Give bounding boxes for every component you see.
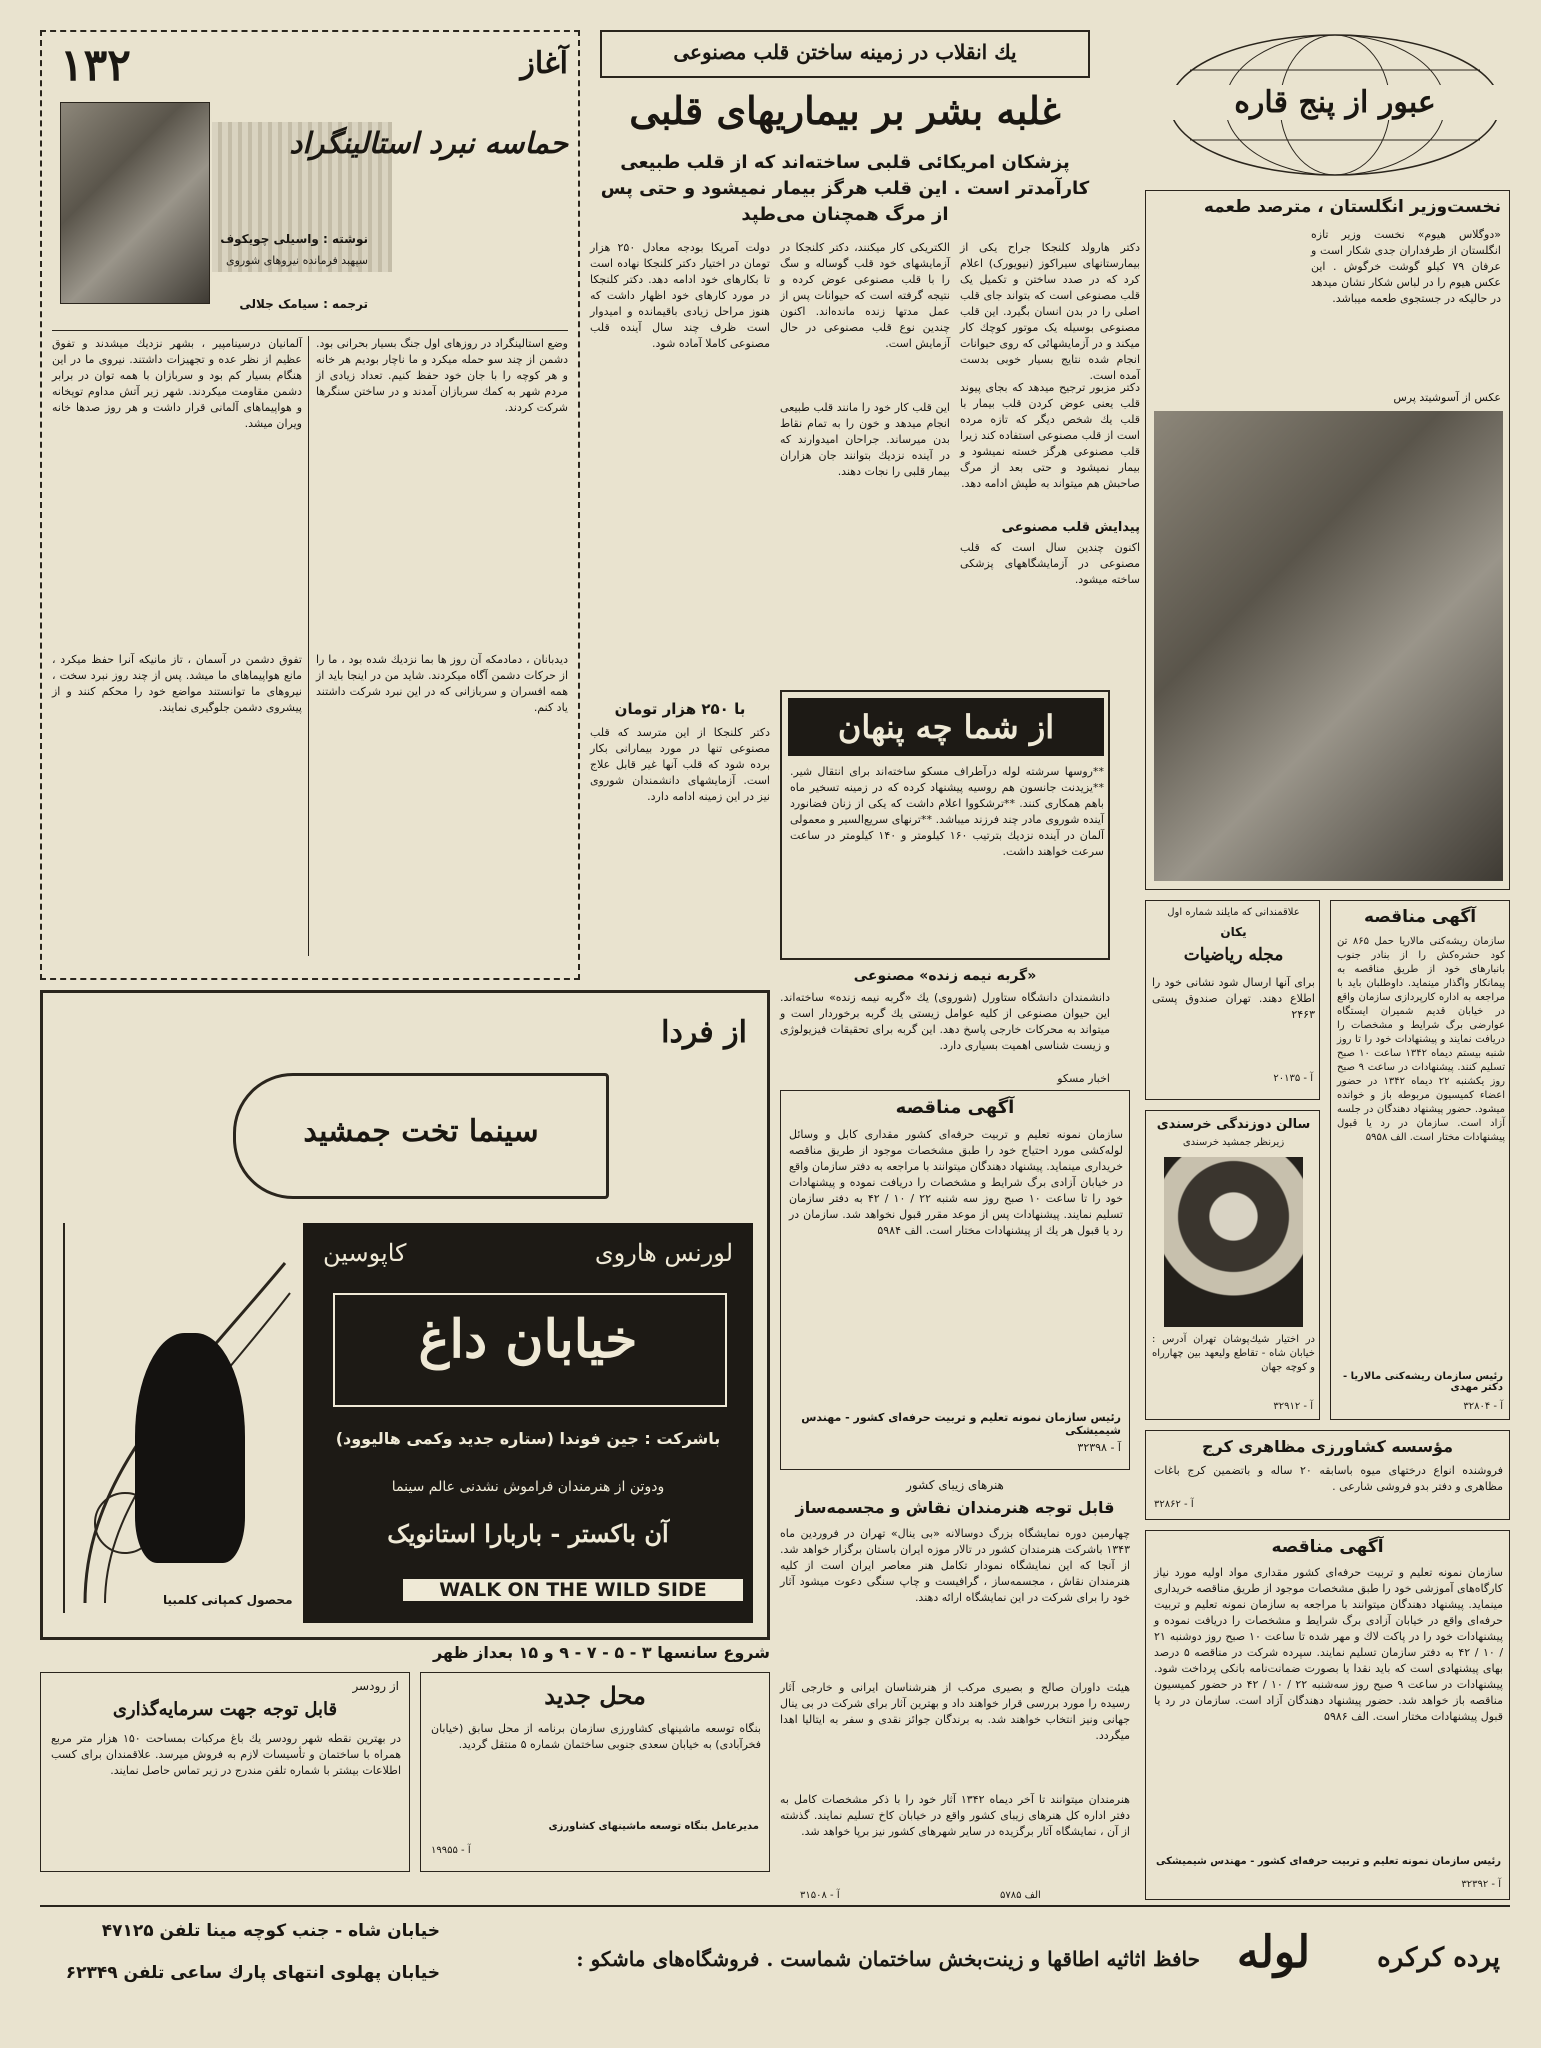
globe-logo [1160,30,1510,180]
art-ref-2: الف ۵۷۸۵ [1000,1890,1041,1901]
half-alive-body: دانشمندان دانشگاه ستاورل (شوروی) یك «گربه نیمه زنده» ساخته‌اند. این حیوان مصنوعی از کلیه عوامل زیستی یك گربه برخوردار است و میتواند به محرکات خارجی پاسخ دهد. این گربه برای تحقیقات فیزیولوژی و زیست شناسی اهمیت بسیاری دارد. [780,991,1110,1052]
actor-1: لورنس هاروی [594,1239,733,1267]
secret-body: **روسها سرشته لوله درآطراف مسکو ساخته‌اند برای انتقال شیر. **یزیدنت جانسون هم روسیه پیشنهاد کرده که در زمینه تسخیر ماه باهم همکاری کنند. **ترشکووا اعلام داشت که یکی از زنان فضانورد آینده شوروی مادر چند فرزند میباشد. **ترنهای سریع‌السیر و معمولی آلمان در آینده نزدیك بترتیب ۱۶۰ کیلومتر و ۱۴۰ کیلومتر در ساعت سرعت خواهند داشت. [790,765,1104,858]
tender-1 [780,1090,1130,1470]
salon-subtitle: زیرنظر جمشید خرسندی [1182,1137,1285,1148]
film-with: باشرکت : جین فوندا (ستاره جدید وکمی هالیوود) [335,1429,721,1448]
cinema-poster [303,1223,753,1623]
math-ad-line-1: علاقمندانی که مایلند شماره اول [1167,907,1300,918]
art-title: قابل توجه هنرمندان نقاش و مجسمه‌ساز [795,1498,1115,1517]
heart-subheading-2: با ۲۵۰ هزار تومان [614,700,746,718]
heart-body-2: دکتر مزبور ترجیح میدهد که بجای پیوند قلب یعنی عوض کردن قلب بیمار با قلب یك شخص دیگر که تازه مرده است از قلب مصنوعی استفاده کند زیرا قلب مصنوعی هرگز خسته نمیشود و بیمار نمیشود و حتی بعد از مرگ صاحبش هم میتواند به طپش ادامه دهد. [960,381,1140,490]
tender-right-ref: آ - ۳۲۸۰۴ [1463,1401,1503,1412]
stairs-illustration [63,1223,295,1613]
math-ad-line-2: یکان [1220,925,1247,939]
art-kicker: هنرهای زیبای کشور [906,1478,1004,1492]
hunter-photo [1154,411,1503,881]
stalingrad-col-2: وضع استالینگراد در روزهای اول جنگ بسیار بحرانی بود. دشمن از چند سو حمله میکرد و ما ناچار بودیم هر خانه و هر کوچه را با جان خود حفظ کنیم. تعداد زیادی از مردم شهر به کمك سربازان آمدند و در ساختن سنگرها شرکت کردند. [316,337,568,414]
tender-3-body: سازمان نمونه تعلیم و تربیت حرفه‌ای کشور مقداری مواد اولیه مورد نیاز کارگاه‌های آموزشی خود را طبق مشخصات موجود از طریق مناقصه خریداری مینماید. پیشنهاد دهندگان میتوانند با مراجعه به سازمان نمونه تعلیم و تربیت حرفه‌ای واقع در خیابان آزادی برگ شرایط و مشخصات را دریافت نموده و پیشنهادات خود را در پاکت لاك و مهر شده تا ساعت ۱۰ صبح روز دوشنبه ۲۱ / ۱۰ / ۴۲ به دفتر سازمان تسلیم نمایند. سپرده شرکت در مناقصه ۵ درصد بهای پیشنهادی است که باید نقدا یا بصورت ضمانت‌نامه بانکی پرداخت شود. پیشنهادات در ساعت ۹ صبح روز سه‌شنبه ۲۲ / ۱۰ / ۴۲ در حضور کمیسیون مناقصه باز خواهد شد. حضور پیشنهاد دهندگان آزاد است. سازمان در رد یا قبول پیشنهادات مختار است. الف ۵۹۸۶ [1154,1566,1504,1723]
heart-body-4: این قلب کار خود را مانند قلب طبیعی انجام میدهد و خون را به تمام نقاط بدن میرساند. جراحان امیدوارند که در آینده نزدیك بتوانند جان هزاران بیمار قلبی را نجات دهند. [780,401,950,478]
tender-right [1330,900,1510,1420]
producer: محصول کمپانی کلمبیا [163,1593,293,1607]
tender-right-body: سازمان ریشه‌کنی مالاریا حمل ۸۶۵ تن کود حشره‌کش را از بنادر جنوب بانبارهای خود از طریق مناقصه به پیمانکار واگذار مینماید. داوطلبان باید با مراجعه به اداره کارپردازی سازمان واقع در خیابان قدیم شمیران ایستگاه عوارضی برگ شرایط و مشخصات را دریافت نمایند و پیشنهادات خود را تا روز شنبه بیستم دیماه ۱۳۴۲ ساعت ۱۰ صبح تسلیم کنند. پیشنهادات در ساعت ۹ صبح روز یکشنبه ۲۲ دیماه ۱۳۴۲ در حضور اعضاء کمیسیون مربوطه باز و خوانده میشود. حضور پیشنهاد دهندگان در جلسه آزاد است. سازمان در رد یا قبول پیشنهادات مختار است. الف ۵۹۵۸ [1337,936,1505,1143]
uk-news-caption: عکس از آسوشیتد پرس [1393,391,1501,404]
salon-body: در اختیار شیك‌پوشان تهران آدرس : خیابان شاه - تقاطع ولیعهد بین چهارراه و کوچه جهان [1152,1334,1315,1373]
cinema-ad [40,990,770,1640]
film-actors-more: آن باکستر - باربارا استانویک [387,1519,669,1548]
uk-news-body: «دوگلاس هیوم» نخست وزیر تازه انگلستان از طرفداران جدی شکار است و عرفان ۷۹ کیلو گوشت خرگوش . این عکس هیوم را در لباس شکار نشان میدهد در حالیکه در جستجوی طعمه میباشد. [1311,228,1501,305]
footer-middle: حافظ اثاثیه اطاقها و زینت‌بخش ساختمان شماست . فروشگاه‌های ماشکو : [576,1947,1200,1971]
karaj-body: فروشنده انواع درختهای میوه باسابقه ۲۰ ساله و باتضمین کرج باغات مظاهری و دفتر بدو فروشی شارعی . [1154,1464,1503,1493]
film-english-title: WALK ON THE WILD SIDE [403,1579,743,1601]
tender-3-ref: آ - ۳۲۳۹۲ [1461,1879,1501,1890]
footer-banner [40,1905,1510,2017]
math-ad-body: برای آنها ارسال شود نشانی خود را اطلاع دهند. تهران صندوق پستی ۲۴۶۳ [1152,976,1315,1021]
math-ad-title: مجله ریاضیات [1183,945,1284,965]
heart-body-7: دکتر کلنجکا از این مترسد که قلب مصنوعی تنها در مورد بیمارانی بکار برده شود که قلب آنها غیر قابل علاج است. آزمایشهای دانشمندان شوروی نیز در این زمینه ادامه دارد. [590,726,770,803]
cinema-name: سینما تخت جمشید [303,1114,539,1149]
new-location-title: محل جدید [544,1681,646,1710]
footer-address-2: خیابان پهلوی انتهای پارك ساعی تلفن ۶۲۳۴۹ [65,1963,440,1983]
footer-address-1: خیابان شاه - جنب کوچه مینا تلفن ۴۷۱۲۵ [101,1921,440,1941]
article-title: حماسه نبرد استالینگراد [289,126,568,160]
new-location-ad [420,1672,770,1872]
secret-box [780,690,1110,960]
half-alive-title: «گربه نیمه زنده» مصنوعی [853,968,1037,984]
footer-brand: لوله [1236,1927,1310,1978]
byline-author: نوشته : واسیلی چویکوف [220,232,368,246]
heart-body-1: دکتر هارولد کلنجکا جراح یکی از بیمارستانهای سیراکوز (نیویورک) اعلام کرد که در صدد ساختن و تکمیل یک قلب مصنوعی است که بتواند جای قلب اصلی را در بدن انسان بگیرد. این قلب مصنوعی بوسیله یک موتور کوچك کار میکند و در آزمایشهائی که روی حیوانات انجام شده نتایج بسیار خوبی بدست آمده است. [960,241,1140,382]
math-ad [1145,900,1320,1100]
black-cat [135,1333,245,1563]
tender-1-signature: رئیس سازمان نمونه تعلیم و تربیت حرفه‌ای کشور - مهندس شیمیشکی [801,1411,1121,1437]
heart-kicker: یك انقلاب در زمینه ساختن قلب مصنوعی [673,40,1017,64]
heart-headline: غلبه بشر بر بیماریهای قلبی [629,88,1061,133]
tender-right-signature: رئیس سازمان ریشه‌کنی مالاریا - دکتر مهدی [1342,1371,1503,1393]
art-body-2: هیئت داوران صالح و بصیری مرکب از هنرشناسان ایرانی و خارجی آثار رسیده را مورد بررسی قرار خواهند داد و بهترین آثار برای شرکت در بی ینال جهانی ونیز انتخاب خواهند شد. به برندگان جوائز نقدی و سفر به ایتالیا اهدا میگردد. [780,1681,1130,1742]
translator: ترجمه : سیامک جلالی [239,297,368,311]
investment-ad [40,1672,410,1872]
salon-ref: آ - ۳۲۹۱۲ [1273,1401,1313,1412]
heart-body-6: دولت آمریکا بودجه معادل ۲۵۰ هزار تومان در اختیار دکتر کلنجکا نهاده است تا بکارهای خود ادامه دهد. دکتر کلنجکا در مورد کارهای خود اظهار داشت که هنوز مراحل زیادی باقیمانده و امیدوار است ظرف چند سال آینده قلب مصنوعی کاملا آماده شود. [590,241,770,350]
actor-2: کاپوسین [323,1239,407,1267]
author-portrait [60,102,210,304]
secret-banner: از شما چه پنهان [788,698,1104,756]
film-title: خیابان داغ [418,1309,638,1370]
new-location-ref: آ - ۱۹۹۵۵ [431,1845,471,1856]
tender-1-title: آگهی مناقصه [895,1097,1015,1118]
art-body-1: چهارمین دوره نمایشگاه بزرگ دوسالانه «بی ینال» تهران در فروردین ماه ۱۳۴۳ باشرکت هنرمندان کشور در تالار موزه ایران باستان برگزار خواهد شد. از آنجا که این نمایشگاه نمودار تکامل هنر معاصر ایران است از کلیه هنرمندان نقاش ، مجسمه‌ساز ، گرافیست و چاپ سنگی دعوت میشود آثار خود را برای شرکت در این نمایشگاه ارائه دهند. [780,1527,1130,1604]
karaj-title: مؤسسه کشاورزی مظاهری کرج [1202,1437,1453,1456]
masthead-logo: عبور از پنج قاره [1160,85,1510,120]
art-ref-1: آ - ۳۱۵۰۸ [800,1890,840,1901]
investment-body: در بهترین نقطه شهر رودسر یك باغ مرکبات بمساحت ۱۵۰ هزار متر مربع همراه با ساختمان و تأسیسات لازم به فروش میرسد. علاقمندان برای کسب اطلاعات بیشتر با شماره تلفن مندرج در زیر تماس حاصل نمایند. [51,1732,401,1777]
tender-3 [1145,1530,1510,1900]
investment-title: قابل توجه جهت سرمایه‌گذاری [112,1699,338,1720]
karaj-ad [1145,1430,1510,1520]
heart-body-3: الکتریکی کار میکنند، دکتر کلنجکا در آزمایشهای خود قلب گوساله و سگ را با قلب مصنوعی عوض کرده و نتیجه گرفته است که حیوانات پس از عمل مدتها زنده مانده‌اند. اکنون چندین نوع قلب مصنوعی در حال آزمایش است. [780,241,950,350]
film-unforgettable: ودوتن از هنرمندان فراموش نشدنی عالم سینما [391,1479,665,1495]
stalingrad-col-1: آلمانیان درسینامپیر ، بشهر نزدیك میشدند و تفوق عظیم از نظر عده و تجهیزات داشتند. نیروی ما در این هنگام بسیار کم بود و سربازان با همه توان در برابر دشمن مقاومت میکردند. شهر زیر آتش مداوم توپخانه و هواپیماهای آلمانی قرار داشت و هر روز صدها خانه ویران میشد. [52,337,302,430]
salon-title: سالن دوزندگی خرسندی [1156,1117,1311,1132]
investment-from: از رودسر [352,1679,399,1693]
showtimes: شروع سانسها ۳ - ۵ - ۷ - ۹ و ۱۵ بعداز ظهر [432,1643,770,1662]
heart-kicker-box [600,30,1090,78]
heart-subhead: پزشکان امریکائی قلبی ساخته‌اند که از قلب طبیعی کارآمدتر است . این قلب هرگز بیمار نمیشود و حتی پس از مرگ همچنان می‌طپد [600,152,1090,225]
heart-body-5: اکنون چندین سال است که قلب مصنوعی در آزمایشگاههای پزشکی ساخته میشود. [960,541,1140,586]
tender-3-signature: رئیس سازمان نمونه تعلیم و تربیت حرفه‌ای کشور - مهندس شیمیشکی [1156,1856,1501,1867]
byline-description: سپهبد فرمانده نیروهای شوروی [225,254,368,267]
footer-left-text: پرده کرکره [1377,1943,1500,1973]
new-location-body: بنگاه توسعه ماشینهای کشاورزی سازمان برنامه از محل سابق (خیابان فخرآبادی) به خیابان سعدی جنوبی ساختمان شماره ۵ منتقل گردید. [431,1722,761,1751]
salon-ad [1145,1110,1320,1420]
stalingrad-col-4: دیدبانان ، دمادمکه آن روز ها بما نزدیك شده بود ، ما را از حرکات دشمن آگاه میکردند. شاید من در اینجا باید از همه افسران و سربازانی که در این نبرد شرکت داشتند یاد کنم. [316,653,568,714]
page-number: ۱۳۲ [60,40,131,91]
heart-subheading-1: پیدایش قلب مصنوعی [1001,520,1140,535]
art-body-3: هنرمندان میتوانند تا آخر دیماه ۱۳۴۲ آثار خود را با ذکر مشخصات کامل به دفتر اداره کل هنرهای زیبای کشور واقع در خیابان کاخ تسلیم نمایند. گذشته از آن ، نمایشگاه آثار برگزیده در سایر شهرهای کشور نیز برپا خواهد شد. [780,1793,1130,1838]
math-ad-ref: آ - ۲۰۱۳۵ [1273,1073,1313,1084]
uk-news-title: نخست‌وزیر انگلستان ، مترصد طعمه [1203,197,1501,217]
tender-1-body: سازمان نمونه تعلیم و تربیت حرفه‌ای کشور مقداری کابل و وسائل لوله‌کشی مورد احتیاج خود را طبق مشخصات موجود از طریق مناقصه خریداری مینماید. پیشنهاد دهندگان میتوانند با مراجعه به دفتر سازمان واقع در خیابان آزادی برگ شرایط و مشخصات را دریافت نموده و پیشنهادات خود را تا ساعت ۱۰ صبح روز سه شنبه ۲۲ / ۱۰ / ۴۲ به دفتر سازمان تسلیم نمایند. پیشنهادات پس از موعد مقرر قبول نخواهد شد. سازمان در رد یا قبول هر یك از پیشنهادات مختار است. الف ۵۹۸۴ [789,1128,1124,1237]
tender-1-ref: آ - ۳۲۳۹۸ [1077,1441,1121,1454]
article-title-prefix: آغاز [520,46,568,81]
stalingrad-col-3: تفوق دشمن در آسمان ، تاز مانیکه آنرا حفظ میکرد ، مانع هواپیماهای ما میشد. پس از چند روز نبرد سخت ، نیروهای ما توانستند مواضع خود را محکم کنند و از پیشروی دشمن جلوگیری نمایند. [52,653,302,714]
uk-news [1145,190,1510,890]
tender-right-title: آگهی مناقصه [1363,907,1477,927]
new-location-signature: مدیرعامل بنگاه توسعه ماشینهای کشاورزی [548,1821,759,1832]
tender-3-title: آگهی مناقصه [1271,1537,1384,1557]
half-alive-source: اخبار مسکو [1057,1072,1110,1085]
salon-portrait [1164,1157,1303,1327]
karaj-ref: آ - ۳۲۸۶۲ [1154,1499,1194,1510]
from-tomorrow: از فردا [661,1015,747,1050]
cinema-sign [233,1073,609,1199]
stalingrad-article [40,30,580,980]
